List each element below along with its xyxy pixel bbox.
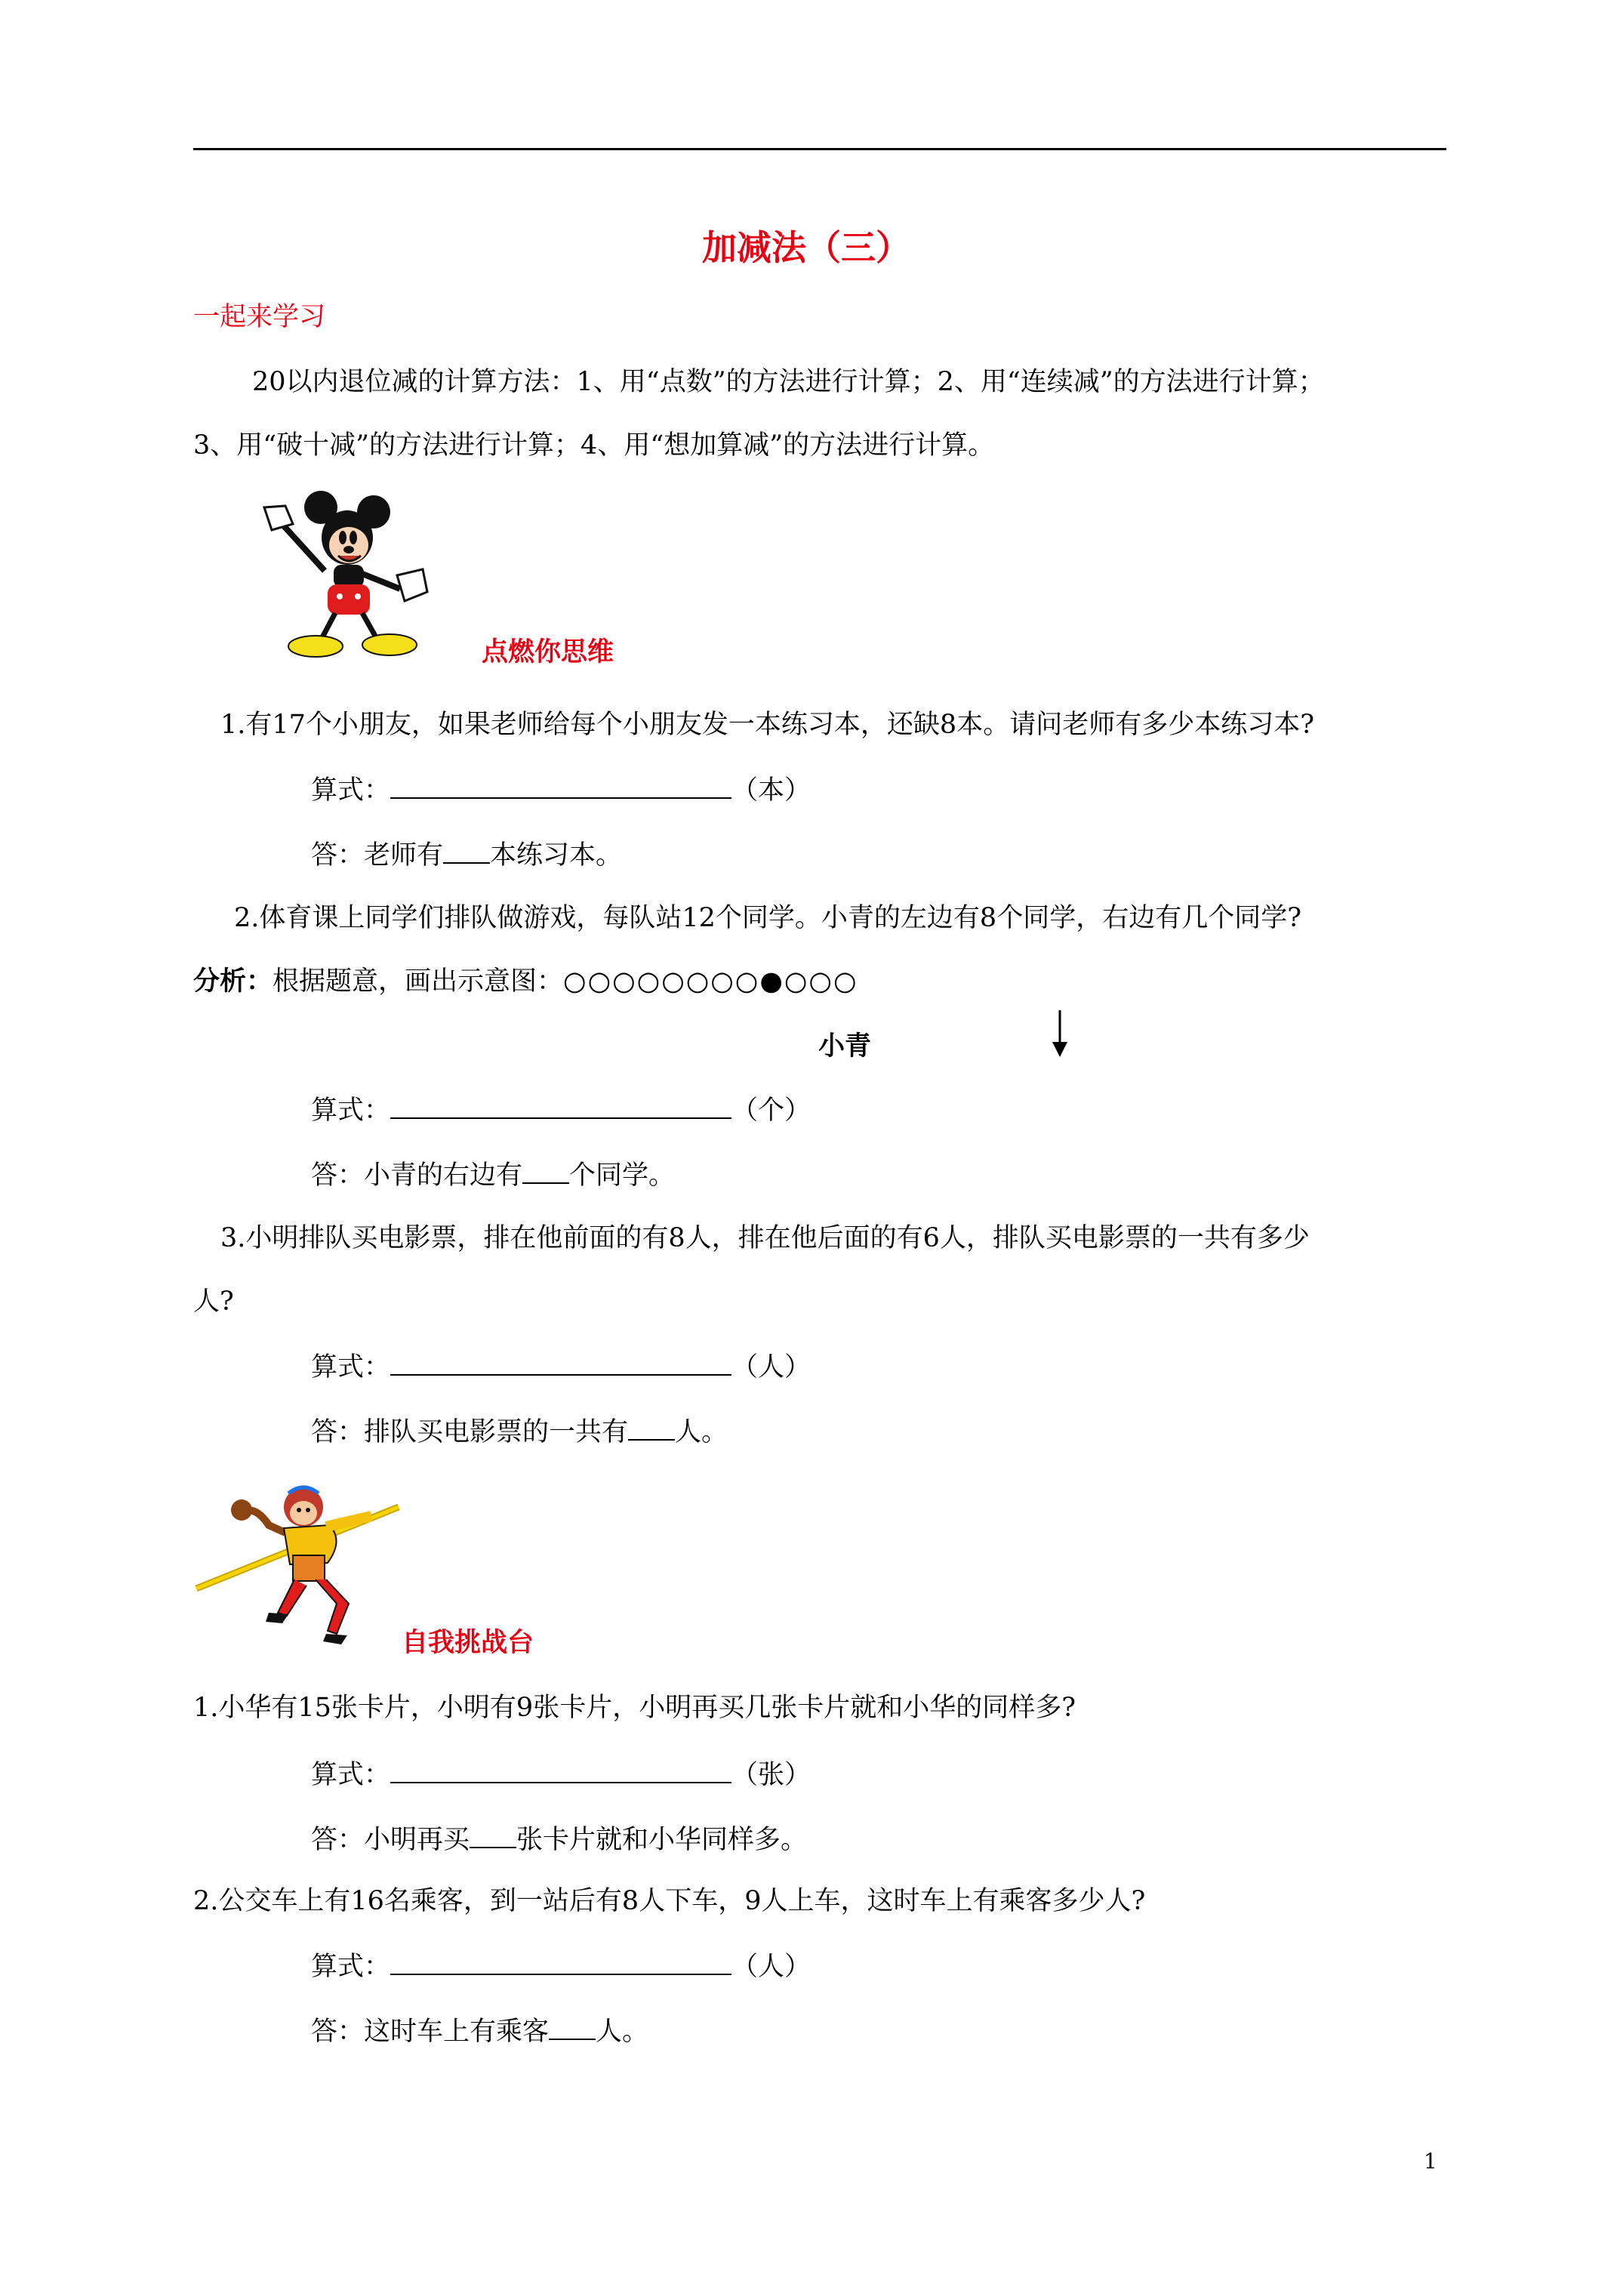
answer-suffix: 人。 <box>596 2017 649 2047</box>
section-heading-think: 点燃你思维 <box>482 636 614 667</box>
answer-blank[interactable] <box>549 2013 596 2040</box>
answer-prefix: 答：小青的右边有 <box>311 1160 523 1191</box>
question-3-answer <box>311 1413 728 1449</box>
question-1-answer <box>311 837 622 872</box>
formula-blank[interactable] <box>390 1948 731 1975</box>
question-2-analysis <box>193 965 858 998</box>
question-2-answer <box>311 1157 675 1192</box>
formula-label: 算式： <box>311 1352 391 1382</box>
formula-label: 算式： <box>311 1760 391 1790</box>
method-paragraph-line1: 20以内退位减的计算方法：1、用“点数”的方法进行计算；2、用“连续减”的方法进行计算； <box>252 367 1325 397</box>
challenge-2-text: 2.公交车上有16名乘客，到一站后有8人下车，9人上车，这时车上有乘客多少人? <box>193 1886 1146 1916</box>
cartoon-mouse-illustration <box>249 491 438 661</box>
question-3-text-line1: 3.小明排队买电影票，排在他前面的有8人，排在他后面的有6人，排队买电影票的一共有多少 <box>220 1223 1310 1253</box>
formula-blank[interactable] <box>390 1092 731 1119</box>
question-2-formula <box>311 1092 811 1127</box>
challenge-1-text: 1.小华有15张卡片，小明有9张卡片，小明再买几张卡片就和小华的同样多? <box>193 1693 1076 1723</box>
formula-blank[interactable] <box>390 772 731 799</box>
question-3-text-line2: 人? <box>193 1287 234 1317</box>
method-paragraph-line2: 3、用“破十减”的方法进行计算；4、用“想加算减”的方法进行计算。 <box>193 430 995 461</box>
analysis-label: 分析： <box>193 966 273 997</box>
formula-label: 算式： <box>311 1096 391 1126</box>
answer-prefix: 答：老师有 <box>311 840 444 871</box>
question-1-text: 1.有17个小朋友，如果老师给每个小朋友发一本练习本，还缺8本。请问老师有多少本练习本? <box>220 710 1314 740</box>
section-heading-challenge: 自我挑战台 <box>402 1627 534 1658</box>
page-title: 加减法（三） <box>702 227 910 268</box>
monkey-king-illustration <box>193 1480 405 1653</box>
formula-unit: （本） <box>731 775 812 806</box>
question-1-formula <box>311 772 811 807</box>
answer-suffix: 人。 <box>675 1417 728 1447</box>
formula-blank[interactable] <box>390 1756 731 1783</box>
challenge-1-formula <box>311 1756 811 1792</box>
answer-prefix: 答：这时车上有乘客 <box>311 2017 550 2047</box>
header-rule <box>193 148 1446 150</box>
answer-prefix: 答：排队买电影票的一共有 <box>311 1417 629 1447</box>
down-arrow-icon <box>1051 1010 1069 1059</box>
formula-unit: （张） <box>731 1760 812 1790</box>
question-2-text: 2.体育课上同学们排队做游戏，每队站12个同学。小青的左边有8个同学，右边有几个同学? <box>234 903 1301 933</box>
challenge-2-formula <box>311 1948 811 1983</box>
formula-label: 算式： <box>311 1952 391 1982</box>
formula-label: 算式： <box>311 775 391 806</box>
answer-prefix: 答：小明再买 <box>311 1825 470 1855</box>
challenge-2-answer <box>311 2013 648 2048</box>
formula-unit: （人） <box>731 1952 812 1982</box>
section-heading-learn: 一起来学习 <box>193 302 326 332</box>
formula-unit: （人） <box>731 1352 812 1382</box>
question-3-formula <box>311 1348 811 1384</box>
answer-blank[interactable] <box>443 837 490 864</box>
marker-label: 小青 <box>818 1031 872 1062</box>
page-number: 1 <box>1424 2149 1437 2174</box>
formula-unit: （个） <box>731 1096 812 1126</box>
answer-blank[interactable] <box>522 1157 569 1184</box>
queue-diagram: ○○○○○○○○●○○○ <box>563 966 858 997</box>
answer-blank[interactable] <box>628 1413 675 1441</box>
answer-suffix: 本练习本。 <box>490 840 623 871</box>
answer-suffix: 个同学。 <box>569 1160 676 1191</box>
analysis-text: 根据题意，画出示意图： <box>273 966 564 997</box>
answer-suffix: 张卡片就和小华同样多。 <box>516 1825 808 1855</box>
challenge-1-answer <box>311 1821 807 1857</box>
formula-blank[interactable] <box>390 1348 731 1376</box>
answer-blank[interactable] <box>470 1821 516 1848</box>
